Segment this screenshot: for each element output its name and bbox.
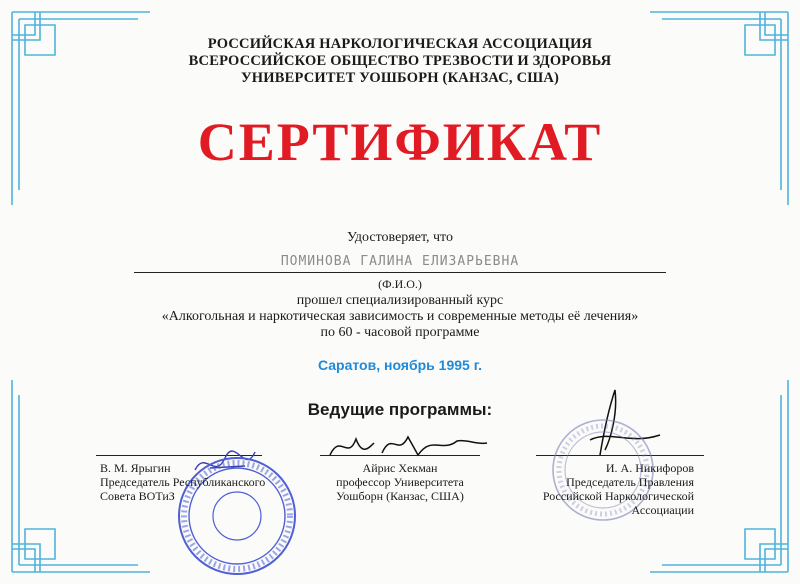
course-intro: прошел специализированный курс xyxy=(296,293,504,308)
org-line-2: ВСЕРОССИЙСКОЕ ОБЩЕСТВО ТРЕЗВОСТИ И ЗДОРОВЬЯ xyxy=(188,53,612,69)
signatory-3-name: И. А. Никифоров xyxy=(605,461,694,475)
signatory-2-name: Айрис Хекман xyxy=(362,461,438,475)
org-line-3: УНИВЕРСИТЕТ УОШБОРН (КАНЗАС, США) xyxy=(240,70,560,86)
signatory-3-title-3: Ассоциации xyxy=(631,503,694,517)
signatory-3-title-1: Председатель Правления xyxy=(566,475,694,489)
course-title: «Алкогольная и наркотическая зависимость и современные методы её лечения» xyxy=(161,309,639,324)
signatory-2-title-2: Уошборн (Канзас, США) xyxy=(336,489,464,503)
signatory-3 xyxy=(520,461,694,517)
signatory-2-title-1: профессор Университета xyxy=(336,475,464,489)
program-hours: по 60 - часовой программе xyxy=(320,325,480,340)
leading-heading: Ведущие программы: xyxy=(307,400,493,419)
certificate-title: СЕРТИФИКАТ xyxy=(197,112,603,172)
name-caption: (Ф.И.О.) xyxy=(378,277,422,291)
place-date: Саратов, ноябрь 1995 г. xyxy=(317,357,483,373)
signatory-1-name: В. М. Ярыгин xyxy=(100,461,171,475)
certifies-text: Удостоверяет, что xyxy=(346,230,453,245)
signatory-1 xyxy=(100,461,265,503)
signature-hekman xyxy=(322,425,492,465)
signatory-1-title-2: Совета ВОТиЗ xyxy=(100,489,175,503)
org-line-1: РОССИЙСКАЯ НАРКОЛОГИЧЕСКАЯ АССОЦИАЦИЯ xyxy=(207,36,593,52)
name-underline xyxy=(134,272,666,273)
signatory-2 xyxy=(320,461,480,503)
signatory-1-title-1: Председатель Республиканского xyxy=(100,475,266,489)
recipient-name: ПОМИНОВА ГАЛИНА ЕЛИЗАРЬЕВНА xyxy=(280,254,520,269)
signatory-3-title-2: Российской Наркологической xyxy=(542,489,694,503)
